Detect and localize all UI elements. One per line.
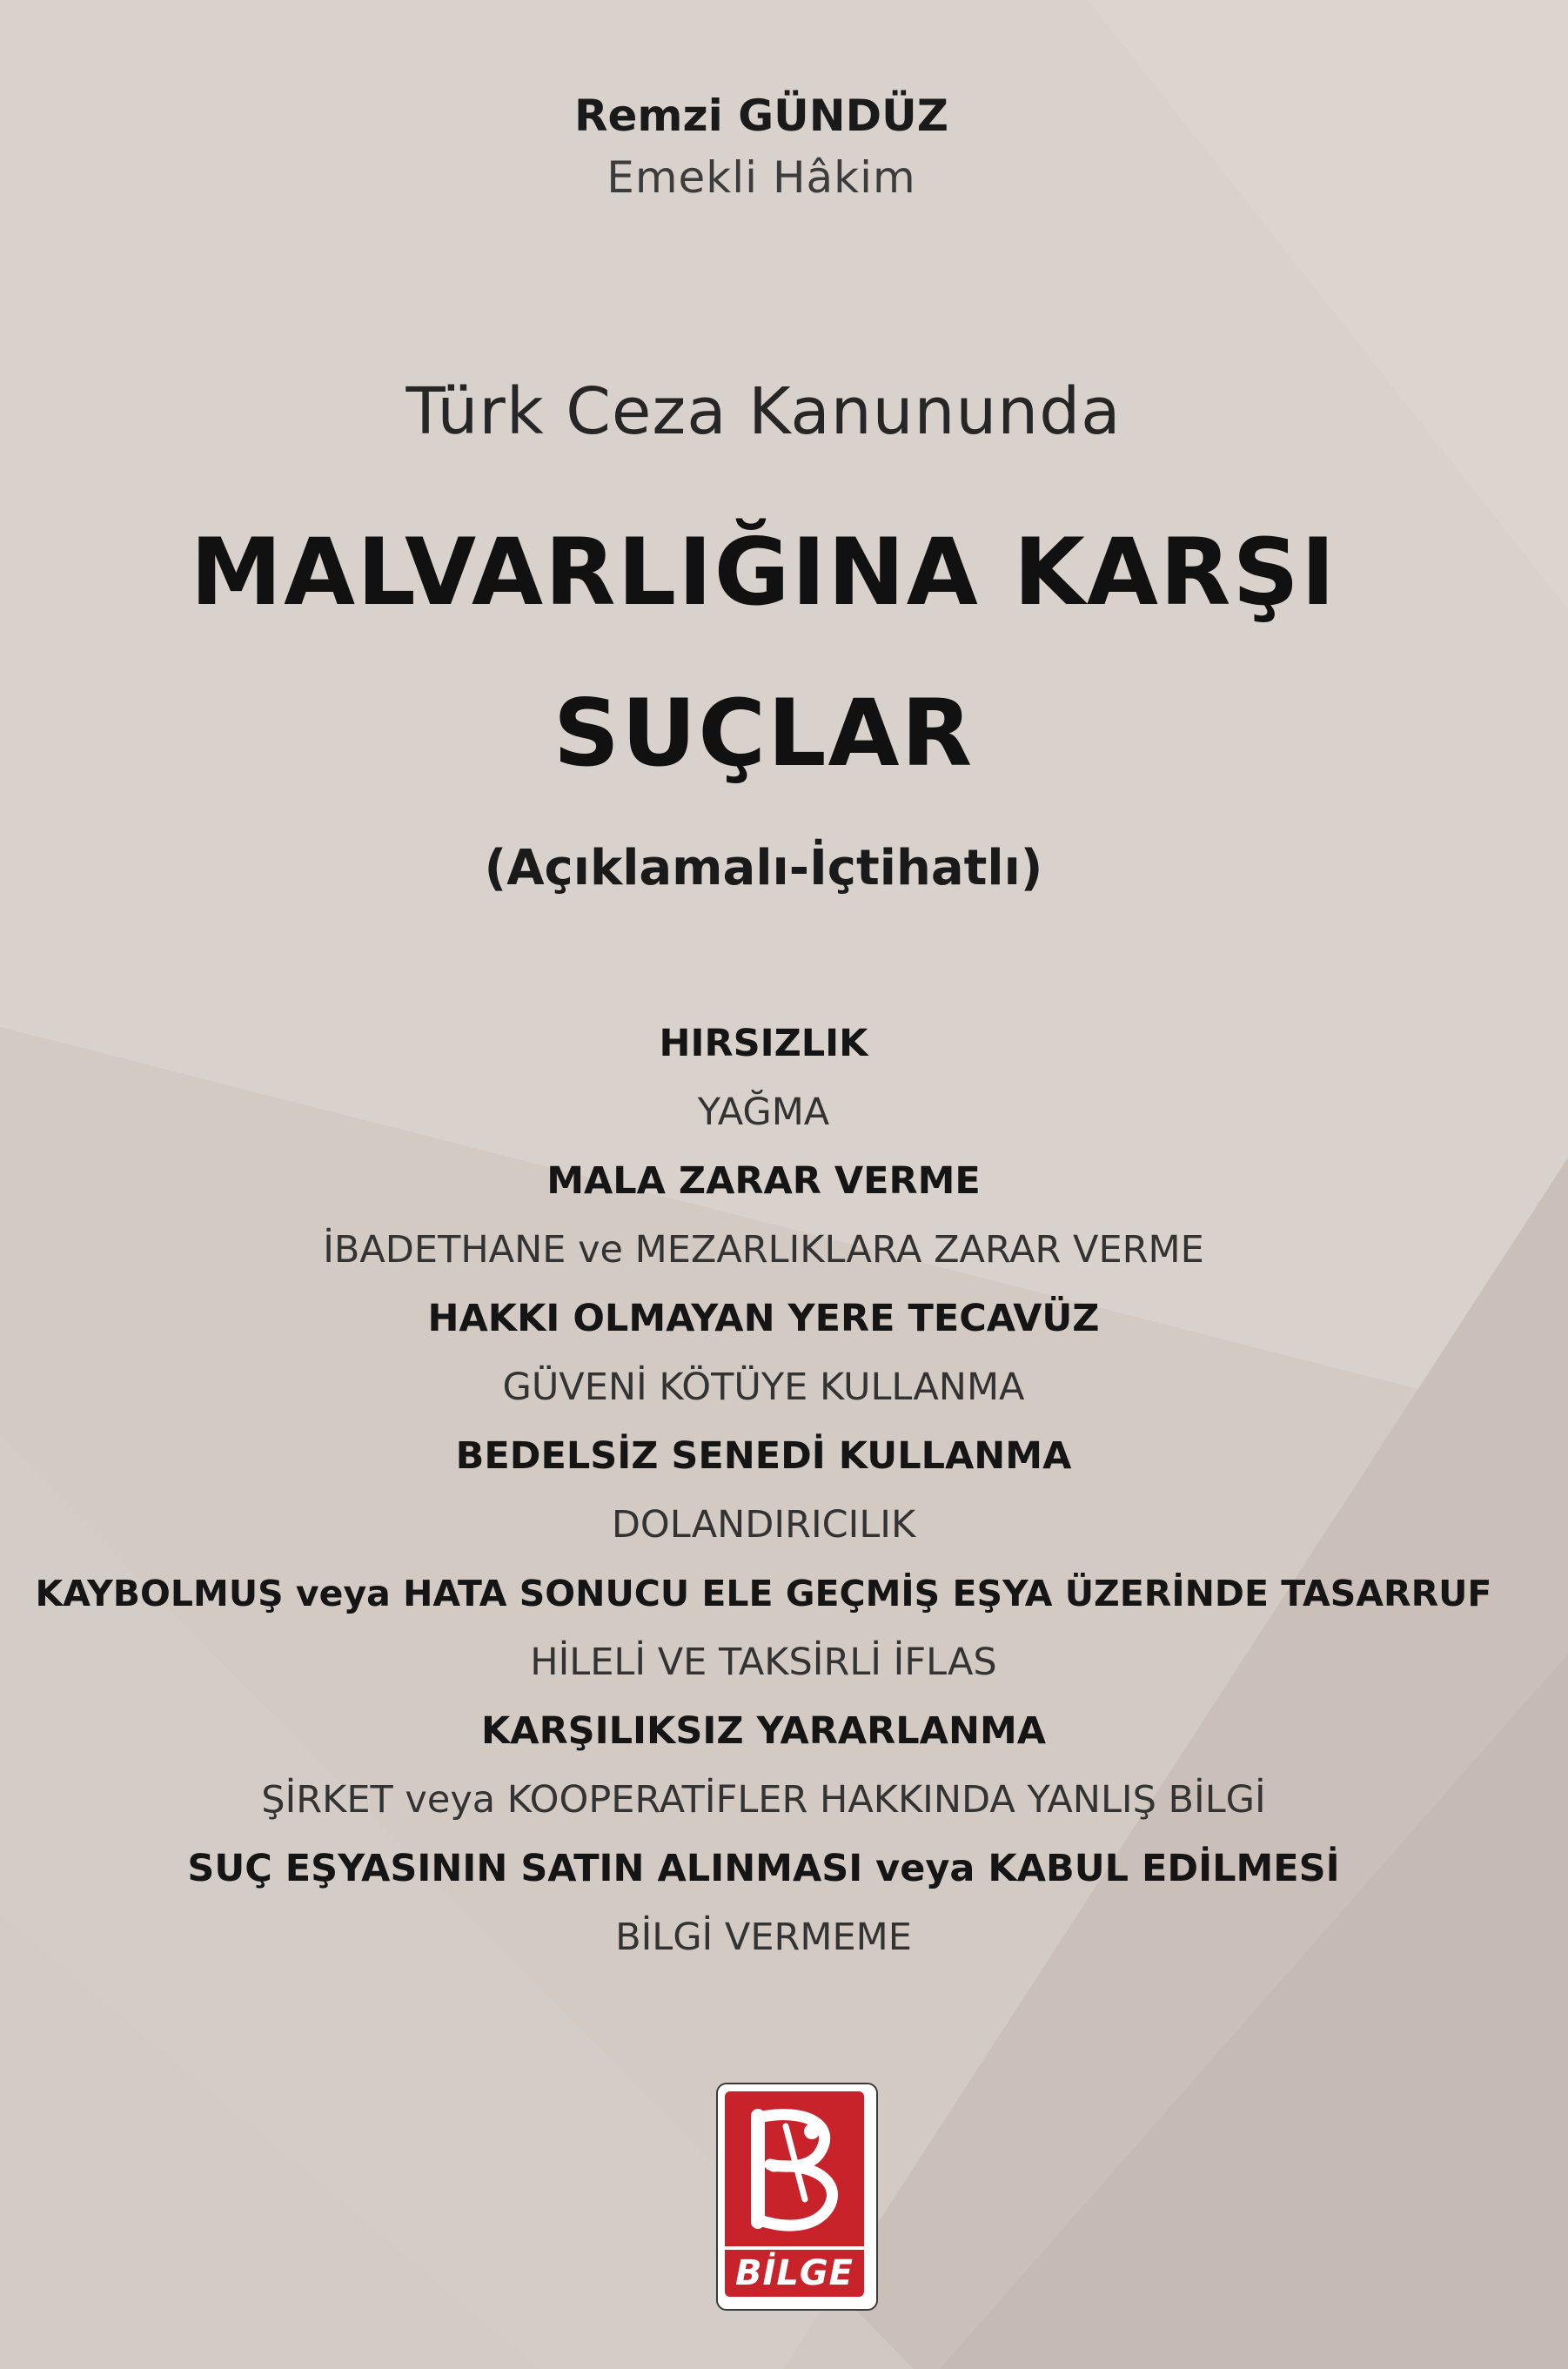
topic-item: HAKKI OLMAYAN YERE TECAVÜZ — [427, 1297, 1100, 1340]
topic-item: İBADETHANE ve MEZARLIKLARA ZARAR VERME — [323, 1228, 1204, 1272]
topic-item: YAĞMA — [697, 1091, 830, 1134]
topic-item: DOLANDIRICILIK — [611, 1503, 916, 1547]
book-pre-title: Türk Ceza Kanununda — [405, 374, 1122, 449]
topic-item: MALA ZARAR VERME — [546, 1159, 981, 1203]
topic-item: HİLELİ VE TAKSİRLİ İFLAS — [530, 1641, 997, 1684]
author-name: Remzi GÜNDÜZ — [573, 91, 948, 141]
author-title: Emekli Hâkim — [606, 152, 916, 203]
topic-item: SUÇ EŞYASININ SATIN ALINMASI veya KABUL EDİLMESİ — [187, 1847, 1340, 1890]
book-title-line-2: SUÇLAR — [553, 680, 975, 787]
topic-item: KARŞILIKSIZ YARARLANMA — [480, 1709, 1047, 1753]
author-block — [0, 85, 1523, 209]
topic-item: HIRSIZLIK — [659, 1022, 868, 1065]
topics-list — [0, 1010, 1527, 1972]
bilge-b-icon — [725, 2091, 864, 2246]
book-title — [0, 492, 1527, 814]
book-title-line-1: MALVARLIĞINA KARŞI — [190, 519, 1337, 626]
publisher-logo — [718, 2084, 874, 2307]
topic-item: KAYBOLMUŞ veya HATA SONUCU ELE GEÇMİŞ EŞYA ÜZERİNDE TASARRUF — [35, 1573, 1492, 1614]
topic-item: BEDELSİZ SENEDİ KULLANMA — [455, 1434, 1072, 1478]
topic-item: BİLGİ VERMEME — [615, 1916, 912, 1959]
logo-emblem — [725, 2091, 864, 2246]
topic-item: GÜVENİ KÖTÜYE KULLANMA — [502, 1366, 1025, 1409]
book-subtitle: (Açıklamalı-İçtihatlı) — [484, 840, 1043, 896]
topic-item: ŞİRKET veya KOOPERATİFLER HAKKINDA YANLIŞ BİLGİ — [261, 1778, 1266, 1822]
publisher-name: BİLGE — [725, 2250, 864, 2297]
